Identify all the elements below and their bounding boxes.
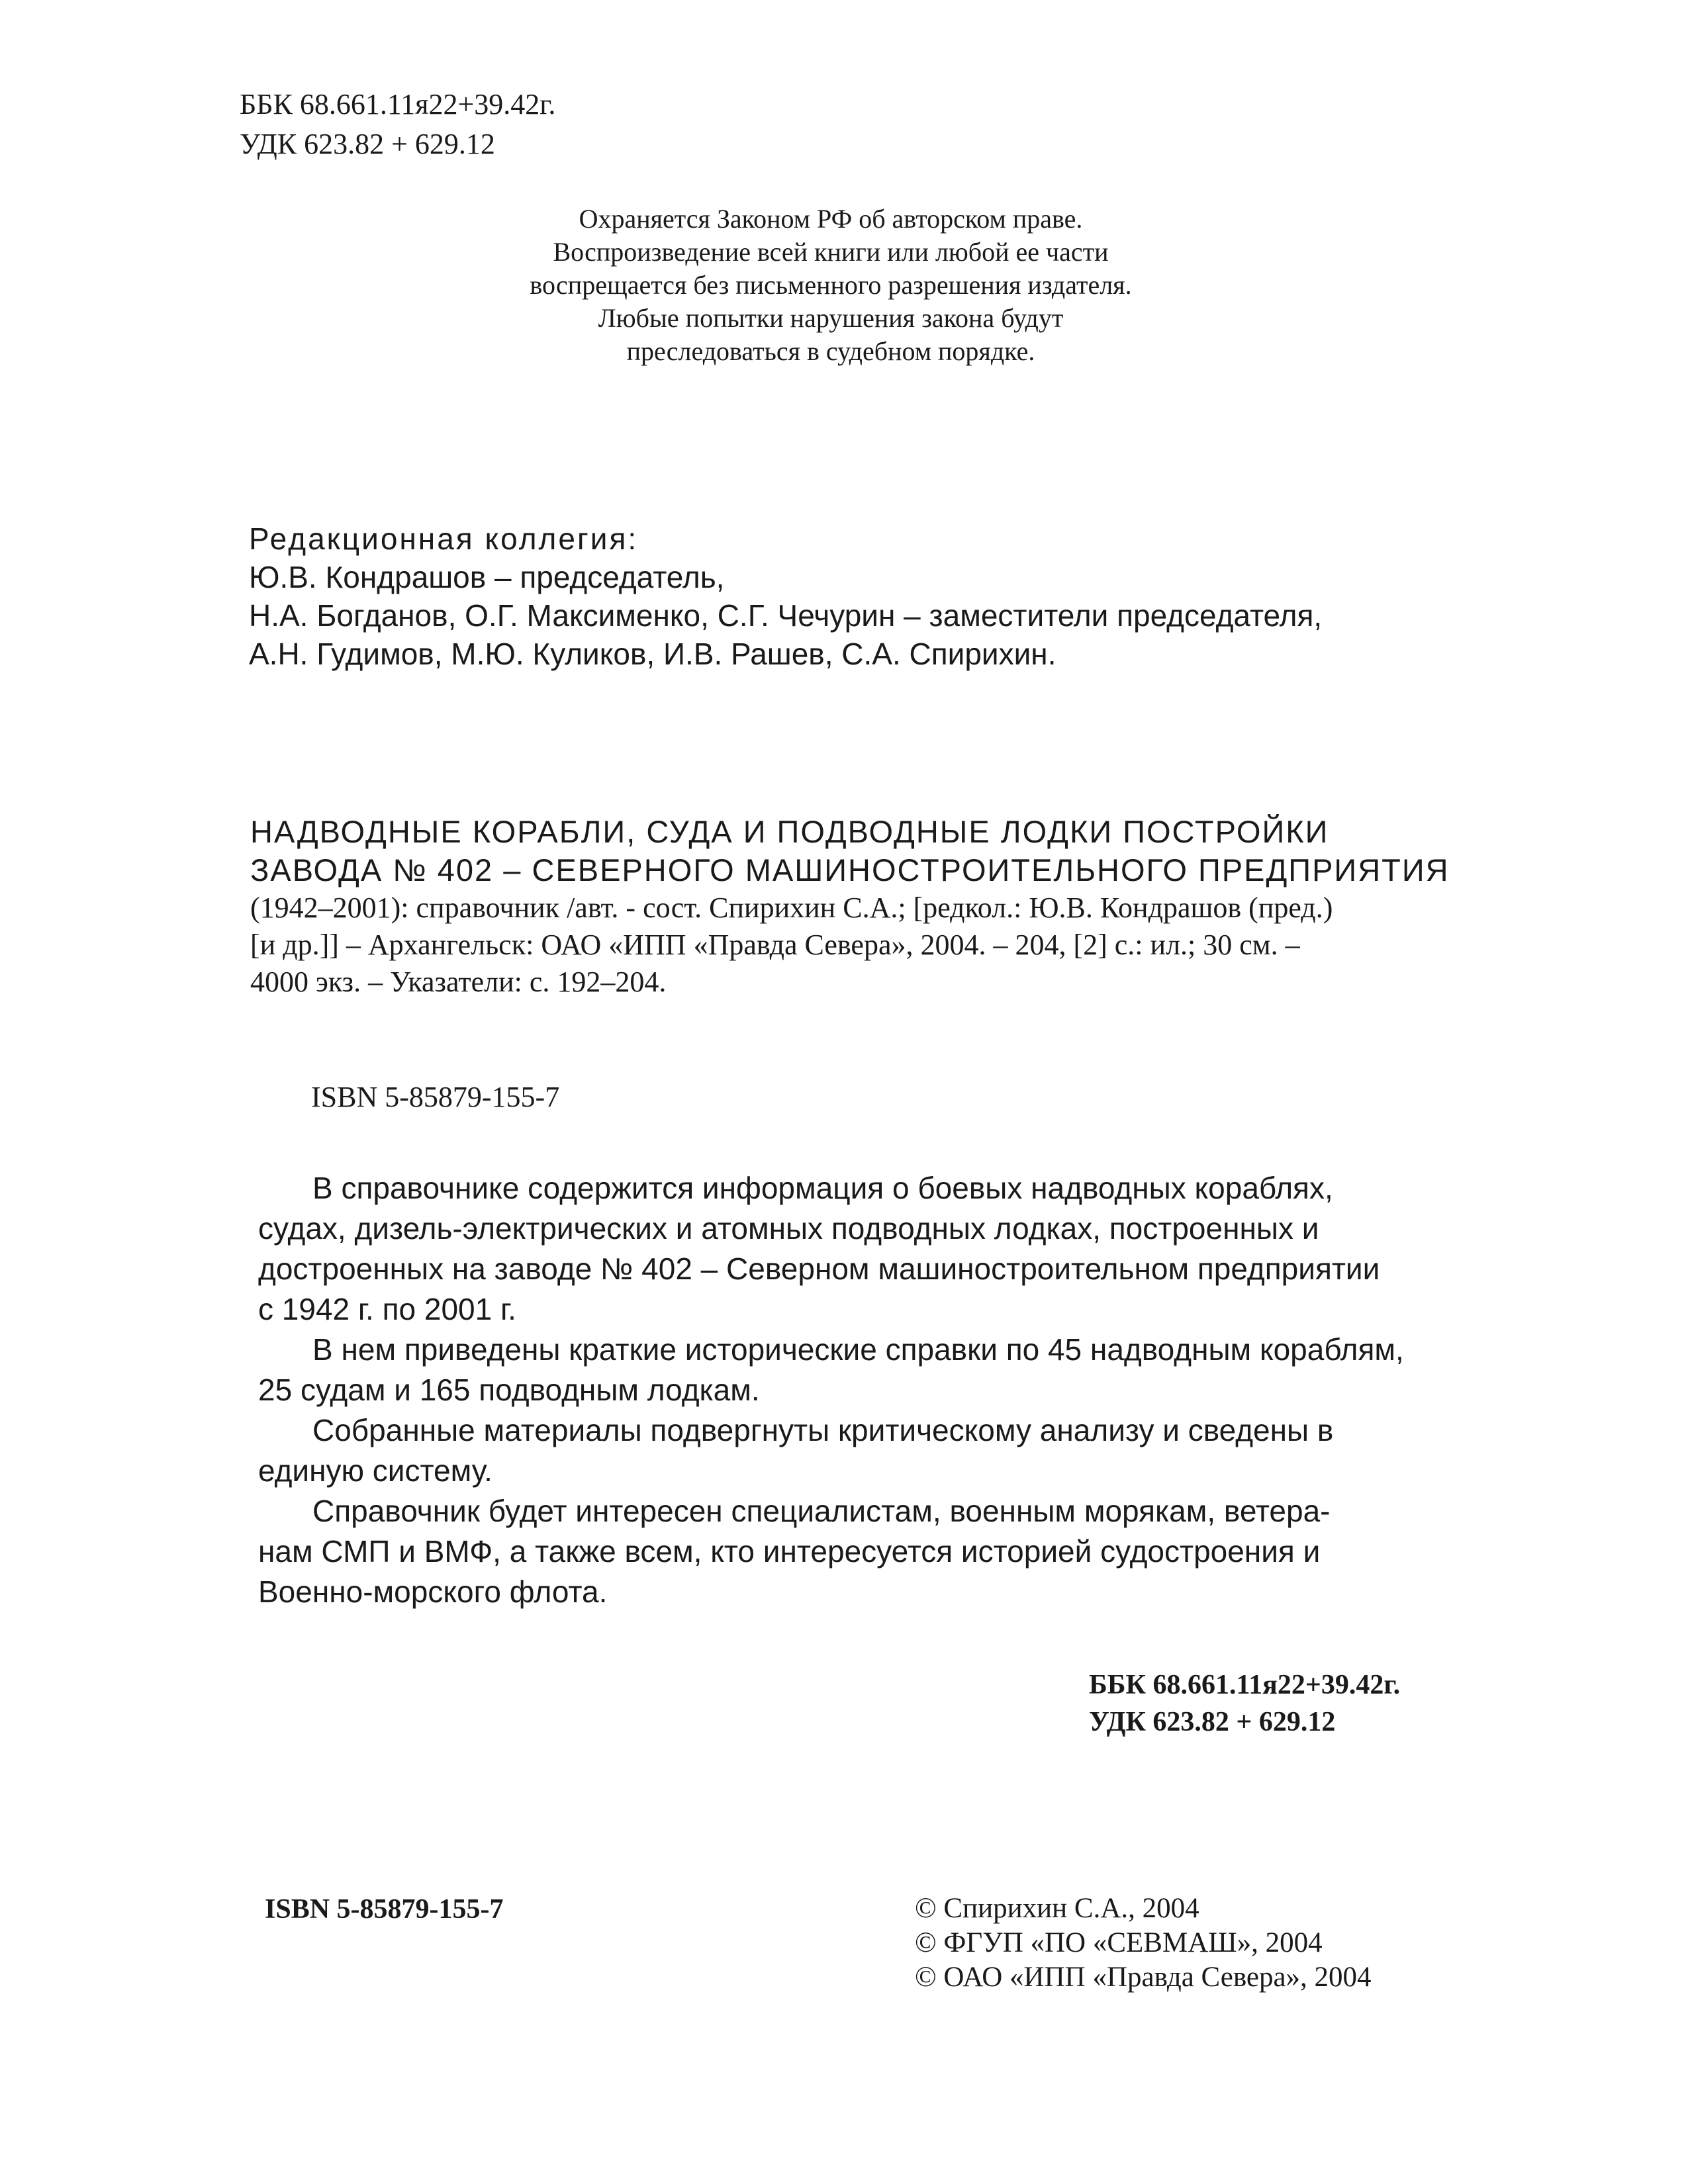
notice-line: Охраняется Законом РФ об авторском праве.	[579, 204, 1083, 234]
annotation-line: В справочнике содержится информация о боевых надводных кораблях,	[312, 1171, 1333, 1205]
notice-line: Воспроизведение всей книги или любой ее части	[553, 237, 1109, 267]
copyright-line: © Спирихин С.А., 2004	[915, 1893, 1199, 1924]
annotation-line: В нем приведены краткие исторические справки по 45 надводным кораблям,	[312, 1332, 1404, 1367]
notice-line: Любые попытки нарушения закона будут	[598, 303, 1064, 333]
book-title-line: НАДВОДНЫЕ КОРАБЛИ, СУДА И ПОДВОДНЫЕ ЛОДКИ ПОСТРОЙКИ	[250, 814, 1329, 849]
copyright-line: © ФГУП «ПО «СЕВМАШ», 2004	[915, 1927, 1323, 1958]
bib-details-line: (1942–2001): справочник /авт. - сост. Спирихин С.А.; [редкол.: Ю.В. Кондрашов (пред.)	[250, 891, 1333, 924]
annotation-line: судах, дизель-электрических и атомных подводных лодках, построенных и	[258, 1211, 1319, 1246]
bbk-code-bottom: ББК 68.661.11я22+39.42г.	[1089, 1670, 1401, 1700]
annotation-line: с 1942 г. по 2001 г.	[258, 1292, 516, 1326]
editorial-board-heading: Редакционная коллегия:	[249, 522, 639, 556]
copyright-line: © ОАО «ИПП «Правда Севера», 2004	[915, 1962, 1372, 1993]
bib-details-line: 4000 экз. – Указатели: с. 192–204.	[250, 966, 667, 998]
annotation-line: Собранные материалы подвергнуты критическому анализу и сведены в	[312, 1413, 1334, 1447]
editorial-board	[249, 520, 1322, 673]
annotation-line: достроенных на заводе № 402 – Северном машиностроительном предприятии	[258, 1251, 1380, 1286]
top-classification	[240, 85, 555, 164]
isbn-bold: ISBN 5-85879-155-7	[265, 1894, 504, 1925]
bbk-code-top: ББК 68.661.11я22+39.42г.	[240, 88, 556, 120]
notice-line: воспрещается без письменного разрешения издателя.	[530, 270, 1132, 300]
bottom-classification	[1089, 1666, 1400, 1741]
annotation-line: Справочник будет интересен специалистам, военным морякам, ветера-	[312, 1494, 1331, 1528]
bib-details-line: [и др.]] – Архангельск: ОАО «ИПП «Правда Севера», 2004. – 204, [2] с.: ил.; 30 см. –	[250, 929, 1300, 961]
annotation-line: 25 судам и 165 подводным лодкам.	[258, 1373, 760, 1407]
editorial-board-line: Н.А. Богданов, О.Г. Максименко, С.Г. Чечурин – заместители председателя,	[249, 598, 1323, 633]
bibliographic-record	[250, 813, 1450, 1001]
book-title-line: ЗАВОДА № 402 – СЕВЕРНОГО МАШИНОСТРОИТЕЛЬНОГО ПРЕДПРИЯТИЯ	[250, 852, 1450, 887]
annotation	[258, 1168, 1436, 1612]
annotation-line: Военно-морского флота.	[258, 1574, 608, 1609]
isbn-record: ISBN 5-85879-155-7	[311, 1081, 560, 1113]
notice-line: преследоваться в судебном порядке.	[626, 336, 1035, 366]
editorial-board-line: А.Н. Гудимов, М.Ю. Куликов, И.В. Рашев, С.А. Спирихин.	[249, 637, 1056, 671]
udk-code-bottom: УДК 623.82 + 629.12	[1089, 1707, 1336, 1737]
udk-code-top: УДК 623.82 + 629.12	[240, 128, 495, 160]
annotation-line: единую систему.	[258, 1453, 492, 1488]
editorial-board-line: Ю.В. Кондрашов – председатель,	[249, 560, 725, 594]
copyright-notice	[371, 203, 1291, 368]
copyright-holders	[915, 1891, 1372, 1995]
annotation-line: нам СМП и ВМФ, а также всем, кто интересуется историей судостроения и	[258, 1534, 1321, 1569]
